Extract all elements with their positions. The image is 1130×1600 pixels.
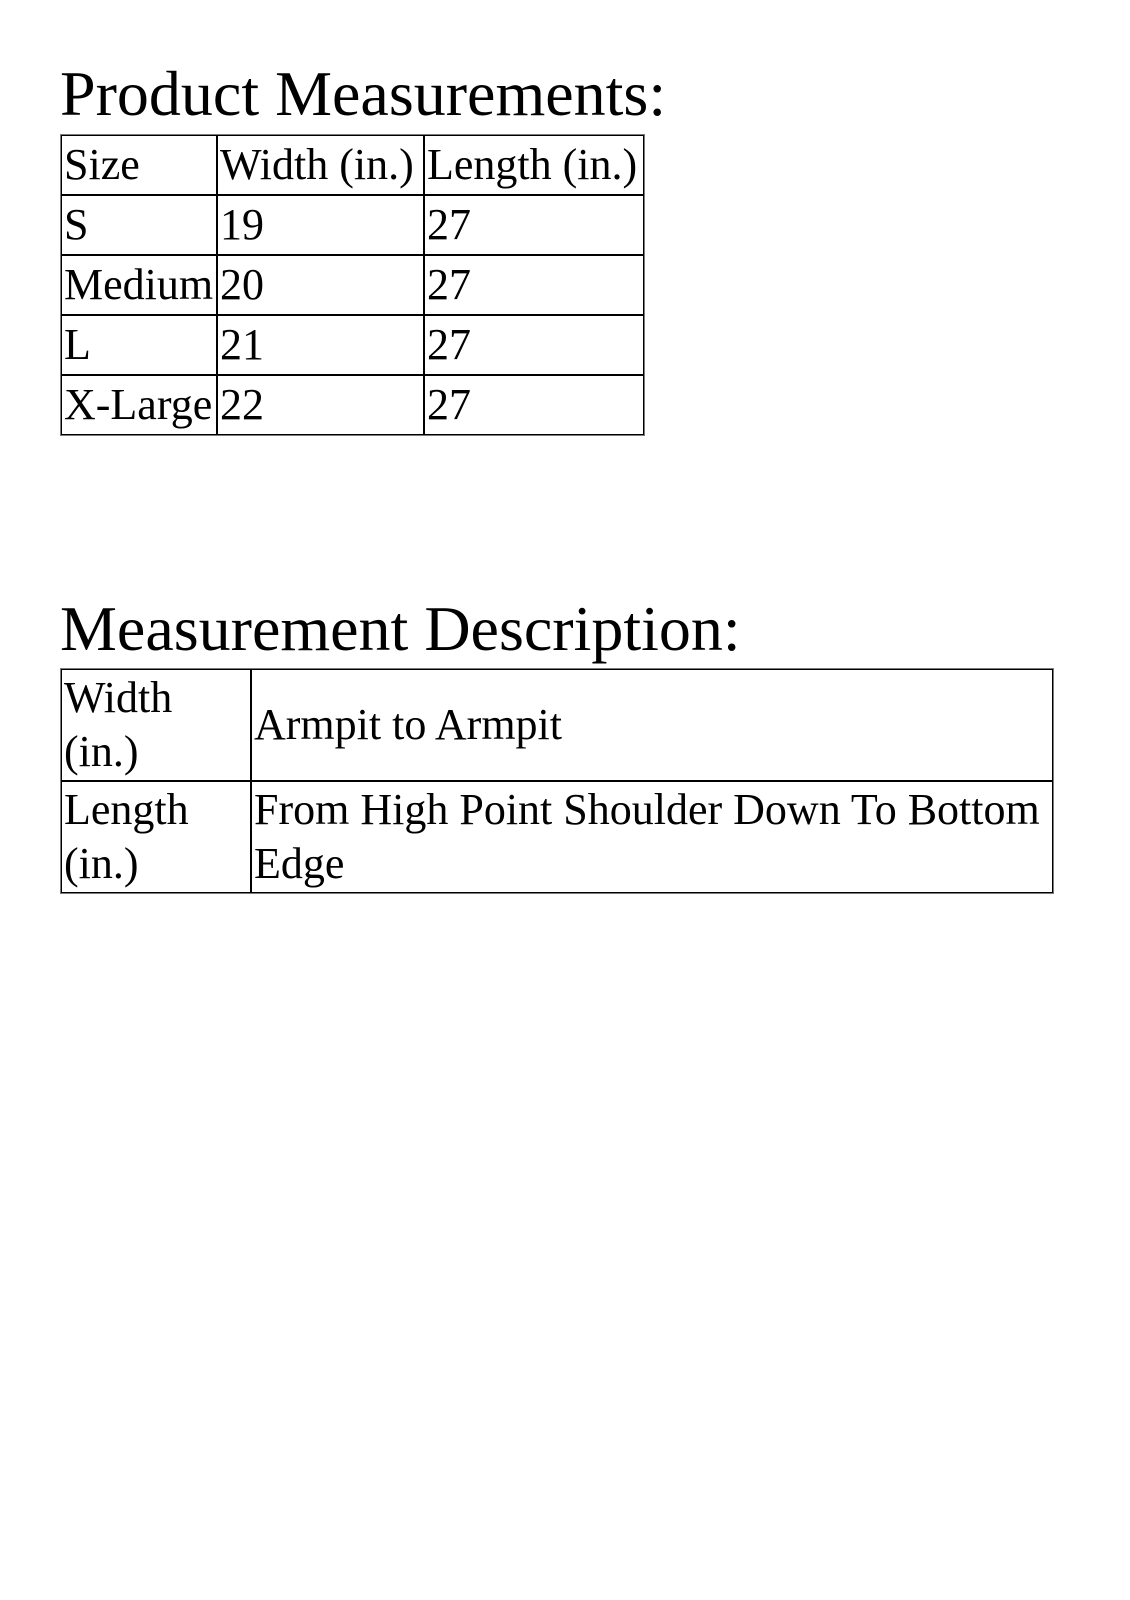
- table-row: [61, 195, 644, 255]
- header-width: Width (in.): [217, 135, 424, 195]
- table-header-row: [61, 135, 644, 195]
- product-measurements-title: Product Measurements:: [60, 58, 667, 129]
- cell-width: 22: [217, 375, 424, 435]
- table-row: [61, 669, 1053, 781]
- cell-size: Medium: [61, 255, 217, 315]
- cell-length: 27: [424, 255, 644, 315]
- size-measurements-table: [60, 134, 645, 436]
- cell-size: L: [61, 315, 217, 375]
- description-term: Length (in.): [61, 781, 251, 893]
- description-text: Armpit to Armpit: [251, 669, 1053, 781]
- cell-length: 27: [424, 375, 644, 435]
- cell-size: S: [61, 195, 217, 255]
- header-length: Length (in.): [424, 135, 644, 195]
- header-size: Size: [61, 135, 217, 195]
- cell-width: 20: [217, 255, 424, 315]
- table-row: [61, 315, 644, 375]
- cell-width: 21: [217, 315, 424, 375]
- cell-length: 27: [424, 195, 644, 255]
- cell-length: 27: [424, 315, 644, 375]
- table-row: [61, 375, 644, 435]
- description-term: Width (in.): [61, 669, 251, 781]
- table-row: [61, 781, 1053, 893]
- description-text: From High Point Shoulder Down To Bottom Edge: [251, 781, 1053, 893]
- measurement-description-title: Measurement Description:: [60, 593, 741, 664]
- cell-width: 19: [217, 195, 424, 255]
- measurement-description-table: [60, 668, 1054, 894]
- cell-size: X-Large: [61, 375, 217, 435]
- table-row: [61, 255, 644, 315]
